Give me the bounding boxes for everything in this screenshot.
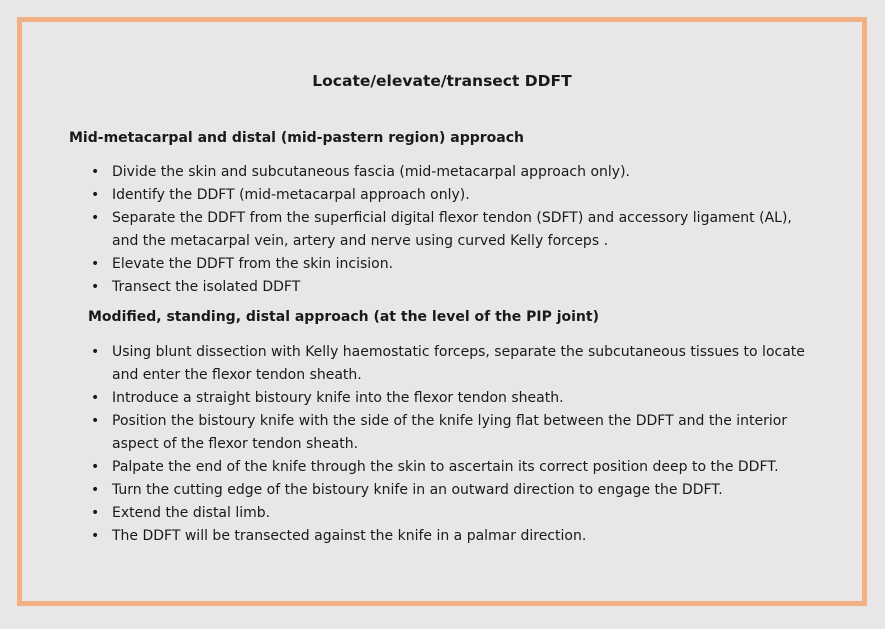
list-item: • Divide the skin and subcutaneous fascia (mid-metacarpal approach only).: [88, 161, 808, 184]
bullet-list-approach: [88, 161, 808, 299]
page-title: Locate/elevate/transect DDFT: [312, 72, 572, 90]
section-heading-approach: Mid-metacarpal and distal (mid-pastern region) approach: [69, 130, 525, 146]
list-item: • Elevate the DDFT from the skin incision.: [88, 253, 808, 276]
content-box: [17, 17, 867, 606]
list-item: • Palpate the end of the knife through the skin to ascertain its correct position deep to the DDFT.: [88, 456, 808, 479]
list-item: • Identify the DDFT (mid-metacarpal approach only).: [88, 184, 808, 207]
bullet-list-modified: [88, 341, 808, 548]
list-item: • Position the bistoury knife with the side of the knife lying flat between the DDFT and the interior aspect of the flexor tendon sheath.: [88, 410, 808, 456]
list-item: • The DDFT will be transected against the knife in a palmar direction.: [88, 525, 808, 548]
list-item: • Transect the isolated DDFT: [88, 276, 808, 299]
section-heading-modified: Modified, standing, distal approach (at the level of the PIP joint): [88, 309, 599, 325]
list-item: • Separate the DDFT from the superficial digital flexor tendon (SDFT) and accessory ligament (AL), and the metacarpal vein, artery and nerve using curved Kelly forceps .: [88, 207, 808, 253]
list-item: • Extend the distal limb.: [88, 502, 808, 525]
list-item: • Introduce a straight bistoury knife into the flexor tendon sheath.: [88, 387, 808, 410]
list-item: • Using blunt dissection with Kelly haemostatic forceps, separate the subcutaneous tissues to locate and enter the flexor tendon sheath.: [88, 341, 808, 387]
list-item: • Turn the cutting edge of the bistoury knife in an outward direction to engage the DDFT.: [88, 479, 808, 502]
